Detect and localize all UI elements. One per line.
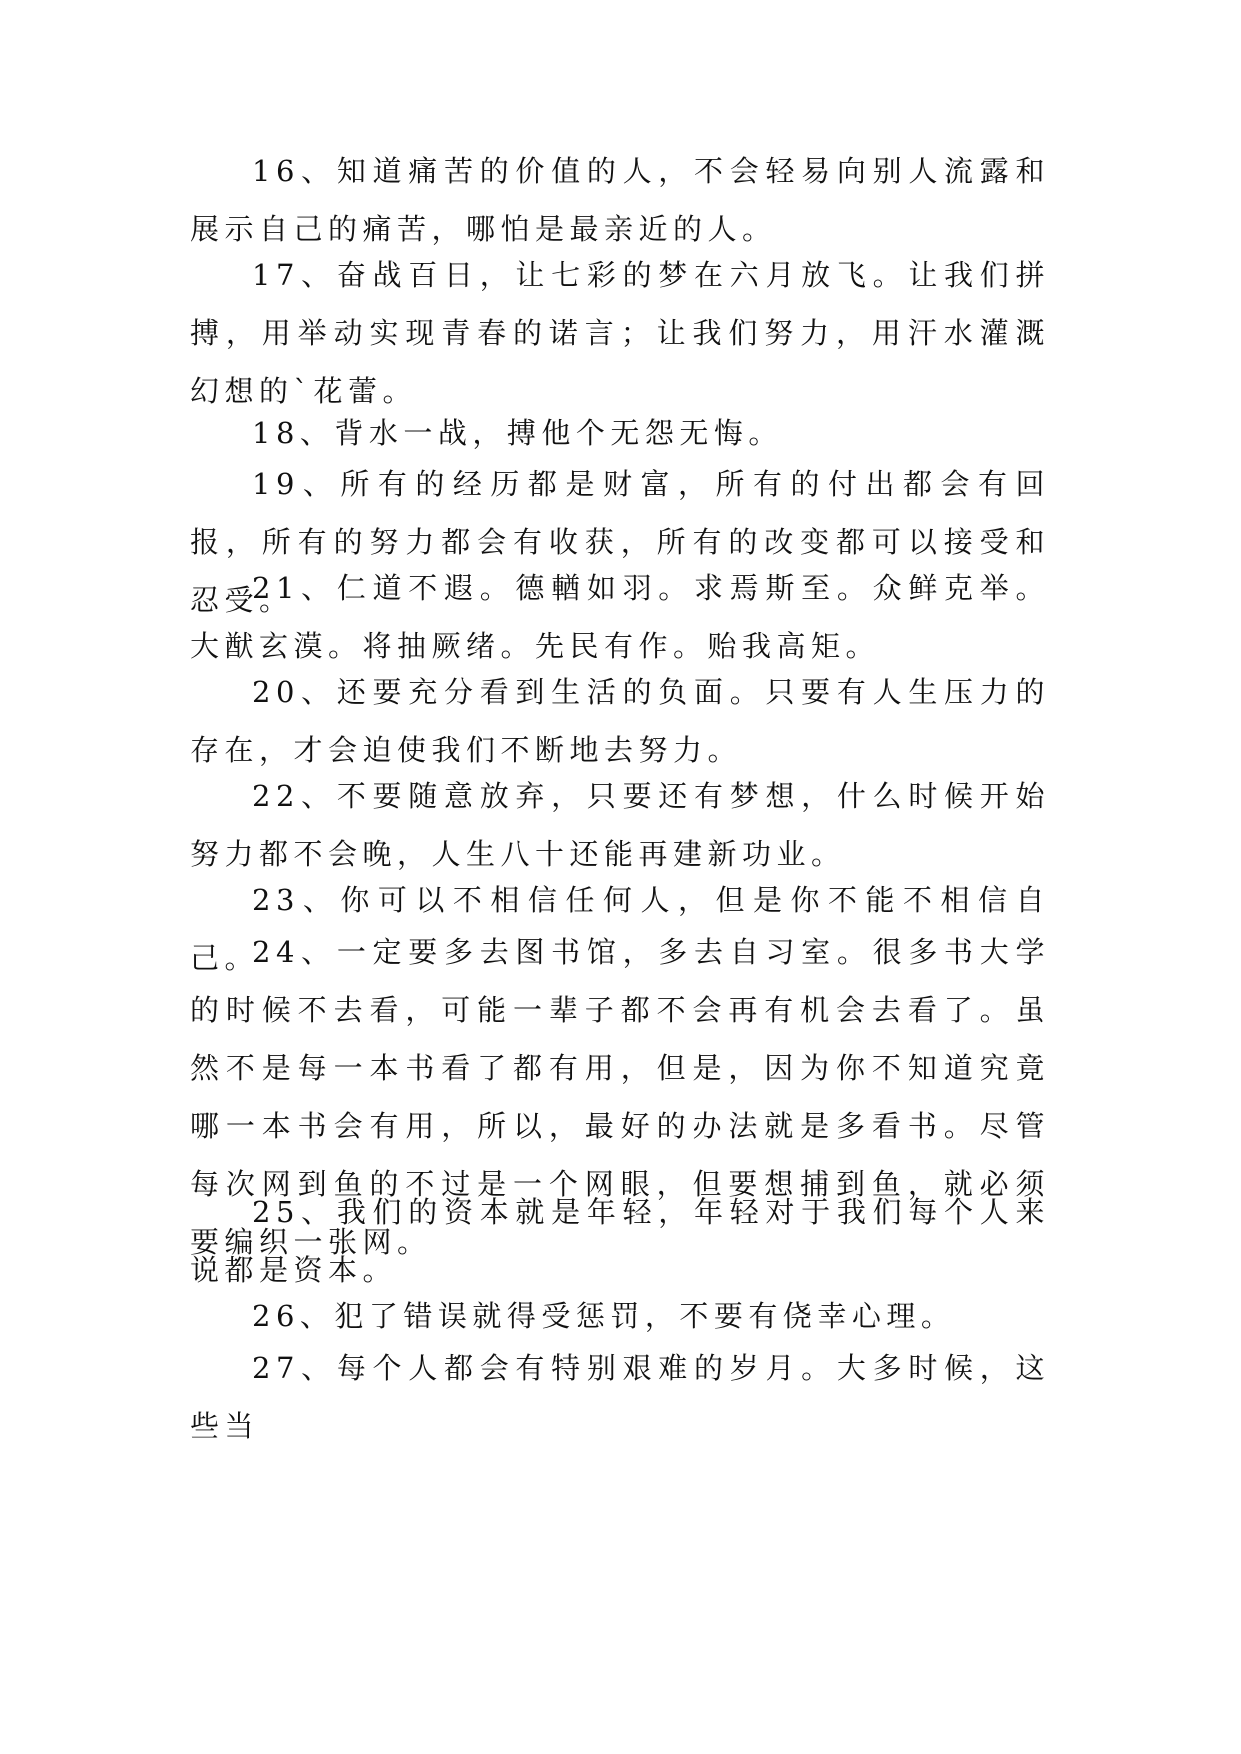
paragraph-26: 26、犯了错误就得受惩罚，不要有侥幸心理。 [252, 1299, 956, 1333]
paragraph-19: 19、所有的经历都是财富，所有的付出都会有回报，所有的努力都会有收获，所有的改变都可以接受和忍受。 [190, 467, 1050, 617]
paragraph-21: 21、仁道不遐。德輶如羽。求焉斯至。众鲜克举。大猷玄漠。将抽厥绪。先民有作。贻我高矩。 [190, 571, 1050, 663]
paragraph-27: 27、每个人都会有特别艰难的岁月。大多时候，这些当 [190, 1351, 1050, 1443]
paragraph-25: 25、我们的资本就是年轻，年轻对于我们每个人来说都是资本。 [190, 1195, 1050, 1287]
paragraph-23: 23、你可以不相信任何人，但是你不能不相信自己。 [190, 883, 1050, 975]
paragraph-17: 17、奋战百日，让七彩的梦在六月放飞。让我们拼搏，用举动实现青春的诺言；让我们努力，用汗水灌溉幻想的`花蕾。 [190, 258, 1050, 408]
paragraph-22: 22、不要随意放弃，只要还有梦想，什么时候开始努力都不会晚，人生八十还能再建新功业。 [190, 779, 1050, 871]
paragraph-16: 16、知道痛苦的价值的人，不会轻易向别人流露和展示自己的痛苦，哪怕是最亲近的人。 [190, 154, 1050, 246]
paragraph-20: 20、还要充分看到生活的负面。只要有人生压力的存在，才会迫使我们不断地去努力。 [190, 675, 1050, 767]
paragraph-24: 24、一定要多去图书馆，多去自习室。很多书大学的时候不去看，可能一辈子都不会再有机会去看了。虽然不是每一本书看了都有用，但是，因为你不知道究竟哪一本书会有用，所以，最好的办法就是多看书。尽管每次网到鱼的不过是一个网眼，但要想捕到鱼，就必须要编织一张网。 [190, 935, 1050, 1259]
paragraph-18: 18、背水一战，搏他个无怨无悔。 [252, 416, 783, 450]
